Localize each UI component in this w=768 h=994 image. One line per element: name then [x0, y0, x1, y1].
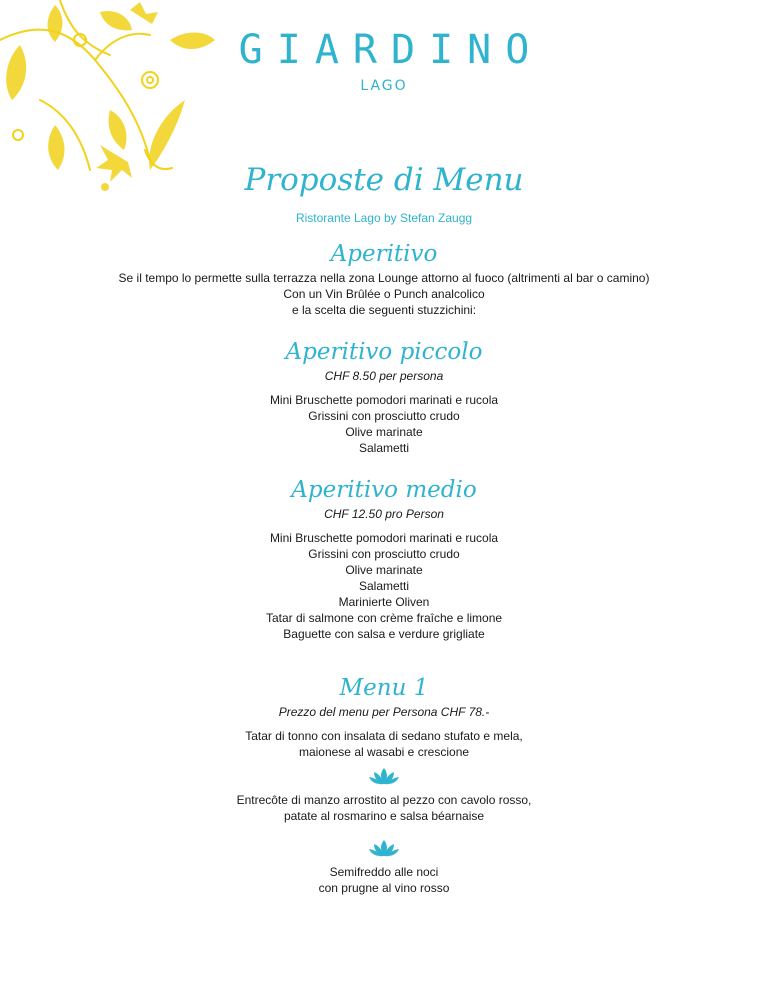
- menu1-price: Prezzo del menu per Persona CHF 78.-: [278, 705, 490, 719]
- course-line: Entrecôte di manzo arrostito al pezzo con cavolo rosso,: [236, 793, 532, 807]
- page-title: Proposte di Menu: [244, 162, 524, 198]
- menu-item: Salametti: [358, 579, 410, 593]
- course-line: patate al rosmarino e salsa béarnaise: [283, 809, 485, 823]
- menu-item: Mini Bruschette pomodori marinati e rucola: [269, 531, 499, 545]
- menu-item: Tatar di salmone con crème fraîche e limone: [265, 611, 503, 625]
- course-line: Semifreddo alle noci: [329, 865, 439, 879]
- aperitivo-line: e la scelta die seguenti stuzzichini:: [291, 303, 477, 317]
- aperitivo-description: [0, 270, 768, 318]
- aperitivo-medio-heading: Aperitivo medio: [291, 477, 477, 503]
- menu-item: Grissini con prosciutto crudo: [308, 547, 460, 561]
- aperitivo-piccolo-items: [0, 392, 768, 456]
- menu-item: Olive marinate: [345, 425, 423, 439]
- aperitivo-heading: Aperitivo: [330, 241, 438, 267]
- aperitivo-piccolo-price: CHF 8.50 per persona: [324, 369, 444, 383]
- brand-subtitle: LAGO: [360, 78, 408, 94]
- course-line: Tatar di tonno con insalata di sedano stufato e mela,: [245, 729, 523, 743]
- aperitivo-medio-price: CHF 12.50 pro Person: [324, 507, 444, 521]
- aperitivo-medio-items: [0, 530, 768, 642]
- aperitivo-line: Se il tempo lo permette sulla terrazza nella zona Lounge attorno al fuoco (altrimenti al bar o camino): [118, 271, 650, 285]
- brand-header: [0, 27, 768, 94]
- menu-item: Marinierte Oliven: [338, 595, 430, 609]
- lotus-divider-icon: [368, 766, 400, 788]
- menu1-course-main: [0, 792, 768, 824]
- menu-item: Mini Bruschette pomodori marinati e rucola: [269, 393, 499, 407]
- course-line: maionese al wasabi e crescione: [298, 745, 470, 759]
- brand-name: GIARDINO: [238, 27, 544, 73]
- menu-item: Grissini con prosciutto crudo: [308, 409, 460, 423]
- menu1-course-dessert: [0, 864, 768, 896]
- lotus-divider-icon: [368, 838, 400, 860]
- menu-item: Olive marinate: [345, 563, 423, 577]
- aperitivo-line: Con un Vin Brûlée o Punch analcolico: [283, 287, 485, 301]
- restaurant-byline: Ristorante Lago by Stefan Zaugg: [295, 211, 473, 225]
- aperitivo-piccolo-heading: Aperitivo piccolo: [285, 339, 483, 365]
- menu-content: [0, 160, 768, 896]
- menu1-heading: Menu 1: [339, 675, 429, 701]
- course-line: con prugne al vino rosso: [318, 881, 450, 895]
- menu1-course-starter: [0, 728, 768, 760]
- menu-item: Baguette con salsa e verdure grigliate: [283, 627, 485, 641]
- menu-item: Salametti: [358, 441, 410, 455]
